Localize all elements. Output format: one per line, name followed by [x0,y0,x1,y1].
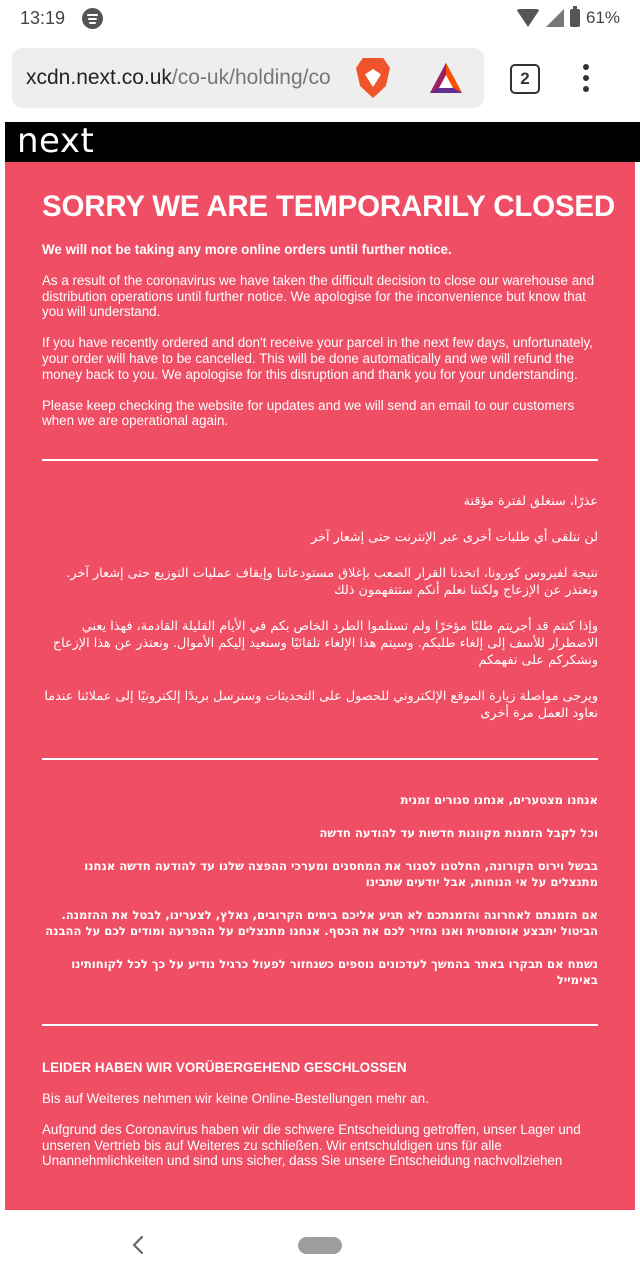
english-paragraph: Please keep checking the website for updates and we will send an email to our customers when we are operational again. [42,397,575,429]
web-page [0,120,640,1210]
english-notice [42,242,598,429]
german-paragraph: Aufgrund des Coronavirus haben wir die schwere Entscheidung getroffen, unser Lager und unseren Vertrieb bis auf Weiteres zu schließen. Wir entschuldigen uns für alle Unannehmlichkeiten und sind uns sicher, dass Sie unsere Entscheidung nachvollziehen [42,1121,581,1169]
status-time: 13:19 [20,8,66,28]
german-paragraph: Bis auf Weiteres nehmen wir keine Online-Bestellungen mehr an. [42,1090,429,1106]
english-paragraph: If you have recently ordered and don't receive your parcel in the next few days, unfortunately, your order will have to be cancelled. This will be done automatically and we will refund the money back to you. We apologise for this disruption and thank you for your understanding. [42,335,593,382]
hebrew-paragraph: נשמח אם תבקרו באתר בהמשך לעדכונים נוספים כשנחזור לפעול כרגיל נודיע על כך לכל לקוחותינו באימייל [71,957,598,988]
section-divider [42,459,598,461]
more-vert-icon[interactable] [578,64,594,94]
wifi-icon [516,9,540,27]
german-paragraph: LEIDER HABEN WIR VORÜBERGEHEND GESCHLOSSEN [42,1060,407,1076]
section-divider [42,758,598,760]
site-header [5,122,640,162]
hebrew-paragraph: בבשל וירוס הקורונה, החלטנו לסגור את המחסנים ומערכי ההפצה שלנו עד להודעה חדשה אנחנו מתנצלים על אי הנוחות, אבל יודעים שתבינו [84,859,598,890]
status-indicators [516,8,620,28]
address-bar[interactable] [12,48,484,108]
section-divider [42,1024,598,1026]
tab-switcher-button[interactable]: 2 [510,64,540,94]
spotify-icon [82,8,103,29]
hebrew-paragraph: אם הזמנתם לאחרונה והזמנתכם לא תגיע אליכם בימים הקרובים, נאלץ, לצערינו, לבטל את ההזמנה. הביטול יתבצע אוטומטית ואנו נחזיר לכם את הכסף. אנחנו מתנצלים על ההפרעה ומודים לכם על ההבנה [45,908,598,939]
battery-percent: 61% [585,8,620,27]
closure-headline: SORRY WE ARE TEMPORARILY CLOSED [42,190,615,223]
hebrew-paragraph: וכל לקבל הזמנות מקוונות חדשות עד להודעה חדשה [319,826,598,841]
bat-rewards-icon[interactable] [428,61,464,95]
browser-toolbar [0,38,640,120]
system-navigation-bar [0,1210,640,1280]
arabic-paragraph: نتيجة لفيروس كورونا، اتخذنا القرار الصعب بإغلاق مستودعاتنا وإيقاف عمليات التوزيع حتى إشعار آخر. ونعتذر عن الإزعاج ولكننا نعلم أنكم ستتفهمون ذلك [66,566,598,599]
back-icon[interactable] [128,1232,148,1258]
signal-icon [546,9,564,27]
closure-notice-panel [5,162,635,1210]
english-paragraph: We will not be taking any more online orders until further notice. [42,242,452,257]
home-pill-icon[interactable] [298,1237,342,1254]
arabic-notice [42,493,598,722]
arabic-paragraph: عذرًا، سنغلق لفترة مؤقتة [463,494,598,510]
status-bar [0,0,640,38]
brave-shield-icon[interactable] [356,58,390,98]
english-paragraph: As a result of the coronavirus we have taken the difficult decision to close our warehouse and distribution operations until further notice. We apologise for the inconvenience but know that you will understand. [42,272,595,320]
hebrew-paragraph: אנחנו מצטערים, אנחנו סגורים זמנית [400,793,598,808]
arabic-paragraph: ويرجى مواصلة زيارة الموقع الإلكتروني للحصول على التحديثات وسنرسل بريدًا إلكترونيًا إلى عملائنا عندما نعاود العمل مرة أخرى [44,689,598,722]
arabic-paragraph: لن نتلقى أي طلبات أخرى عبر الإنترنت حتى إشعار آخر [311,530,598,546]
url-host: xcdn.next.co.uk [26,66,172,89]
hebrew-notice [42,792,598,988]
arabic-paragraph: وإذا كنتم قد أجريتم طلبًا مؤخرًا ولم تستلموا الطرد الخاص بكم في الأيام القليلة القادمة، فهذا يعني الاضطرار للأسف إلى إلغاء طلبكم. وسيتم هذا الإلغاء تلقائيًا وسنعيد إليكم الأموال. ونعتذر عن هذا الإزعاج ونشكركم على تفهمكم [52,619,598,669]
url-path: /co-uk/holding/co [171,66,331,89]
german-notice [42,1060,598,1169]
next-logo[interactable]: next [17,121,95,161]
battery-icon [570,9,580,27]
url-text[interactable] [26,66,338,90]
